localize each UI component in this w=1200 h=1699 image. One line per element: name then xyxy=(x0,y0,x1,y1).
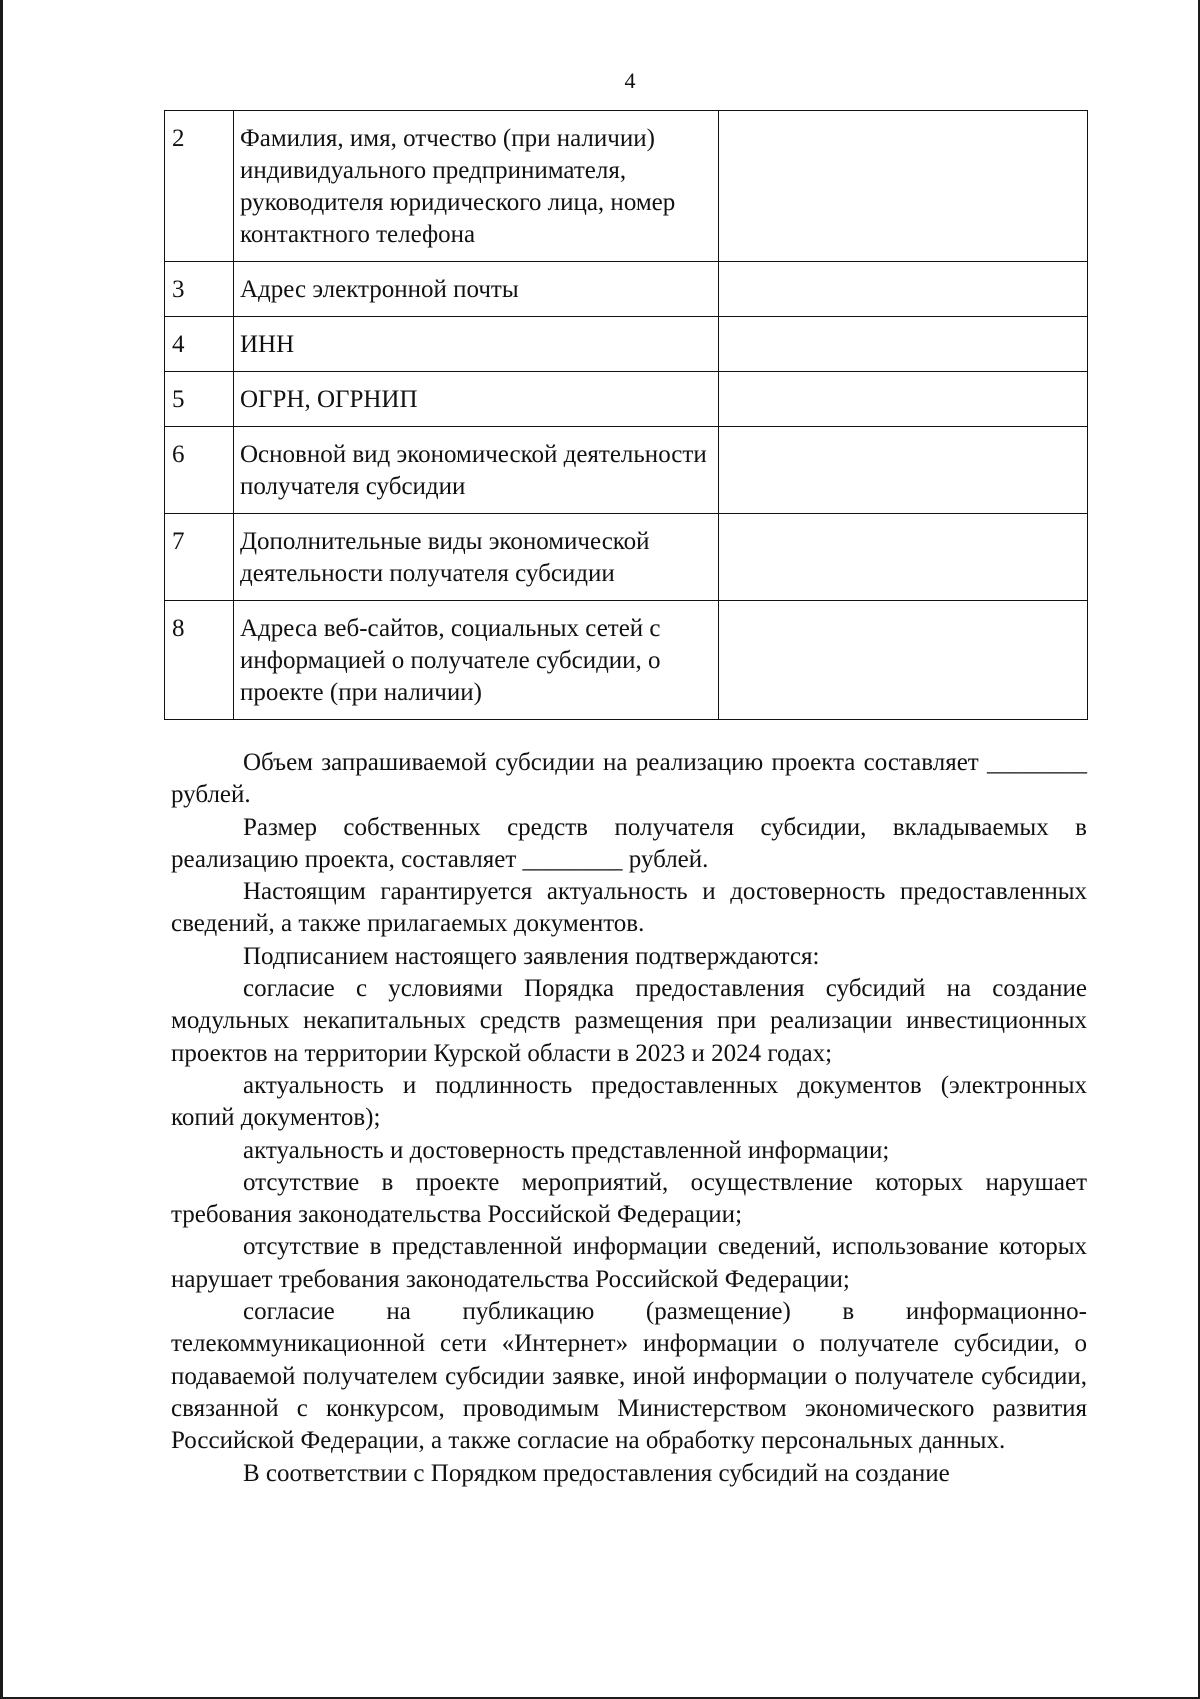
row-value xyxy=(719,514,1088,601)
row-label: Адрес электронной почты xyxy=(234,262,719,317)
row-label: ИНН xyxy=(234,317,719,372)
paragraph-documents-authenticity: актуальность и подлинность предоставленных документов (электронных копий документов); xyxy=(171,1071,1087,1132)
row-number: 6 xyxy=(165,427,234,514)
row-label: Основной вид экономической деятельности получателя субсидии xyxy=(234,427,719,514)
row-label: ОГРН, ОГРНИП xyxy=(234,372,719,427)
paragraph-no-violating-activities: отсутствие в проекте мероприятий, осуществление которых нарушает требования законодательства Российской Федерации; xyxy=(171,1168,1087,1229)
table-row xyxy=(165,514,1088,601)
row-value xyxy=(719,262,1088,317)
row-label: Фамилия, имя, отчество (при наличии) индивидуального предпринимателя, руководителя юридического лица, номер контактного телефона xyxy=(234,111,719,262)
row-value xyxy=(719,372,1088,427)
row-label: Адреса веб-сайтов, социальных сетей с информацией о получателе субсидии, о проекте (при наличии) xyxy=(234,601,719,720)
row-value xyxy=(719,601,1088,720)
table-row xyxy=(165,601,1088,720)
paragraph-publication-consent: согласие на публикацию (размещение) в информационно-телекоммуникационной сети «Интернет» информации о получателе субсидии, о подаваемой получателем субсидии заявке, иной информации о получателе субсидии, связанной с конкурсом, проводимым Министерством экономического развития Российской Федерации, а также согласие на обработку персональных данных. xyxy=(171,1298,1087,1455)
scan-edge-left xyxy=(0,0,3,1699)
page-number: 4 xyxy=(624,68,636,93)
table-row xyxy=(165,427,1088,514)
row-number: 7 xyxy=(165,514,234,601)
paragraph-confirmations-intro: Подписанием настоящего заявления подтверждаются: xyxy=(243,942,820,970)
row-number: 8 xyxy=(165,601,234,720)
application-form-table xyxy=(164,110,1088,720)
paragraph-continuation: В соответствии с Порядком предоставления субсидий на создание xyxy=(243,1459,950,1487)
paragraph-own-funds: Размер собственных средств получателя субсидии, вкладываемых в реализацию проекта, составляет ________ рублей. xyxy=(171,813,1087,873)
table-row xyxy=(165,372,1088,427)
body-text xyxy=(171,747,1087,1490)
table-row xyxy=(165,262,1088,317)
row-number: 2 xyxy=(165,111,234,262)
row-number: 3 xyxy=(165,262,234,317)
paragraph-no-violating-information: отсутствие в представленной информации сведений, использование которых нарушает требования законодательства Российской Федерации; xyxy=(171,1233,1087,1293)
row-value xyxy=(719,317,1088,372)
row-value xyxy=(719,427,1088,514)
row-value xyxy=(719,111,1088,262)
row-label: Дополнительные виды экономической деятельности получателя субсидии xyxy=(234,514,719,601)
table-row xyxy=(165,111,1088,262)
paragraph-subsidy-amount: Объем запрашиваемой субсидии на реализацию проекта составляет ________ рублей. xyxy=(171,749,1087,809)
row-number: 5 xyxy=(165,372,234,427)
row-number: 4 xyxy=(165,317,234,372)
table-row xyxy=(165,317,1088,372)
paragraph-information-accuracy: актуальность и достоверность представленной информации; xyxy=(243,1136,890,1164)
paragraph-consent-conditions: согласие с условиями Порядка предоставления субсидий на создание модульных некапитальных средств размещения при реализации инвестиционных проектов на территории Курской области в 2023 и 2024 годах; xyxy=(171,975,1087,1067)
paragraph-guarantee: Настоящим гарантируется актуальность и достоверность предоставленных сведений, а также прилагаемых документов. xyxy=(171,878,1087,938)
